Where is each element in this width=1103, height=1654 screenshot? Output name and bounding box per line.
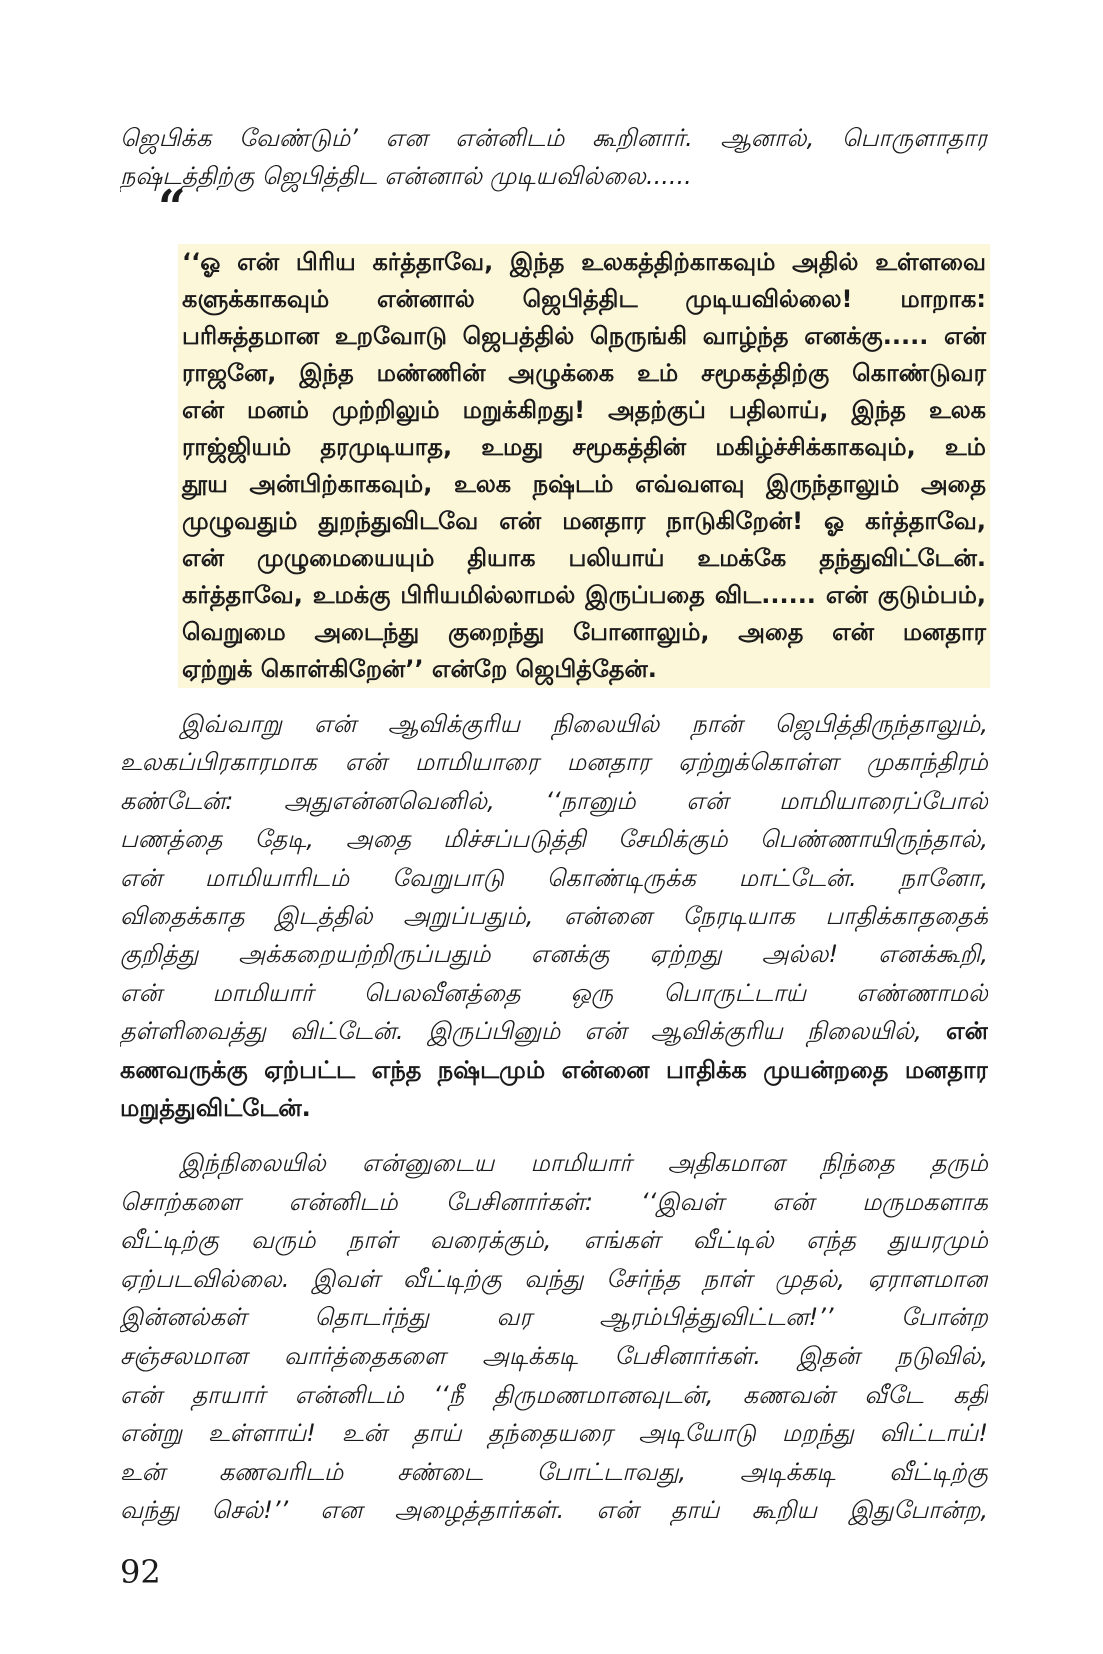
prayer-blockquote xyxy=(178,244,990,688)
decorative-quote-icon: “ xyxy=(158,180,186,236)
paragraph-line: குறித்து அக்கறையற்றிருப்பதும் எனக்கு ஏற்றது அல்ல! எனக்கூறி, xyxy=(120,940,988,969)
prayer-line: தூய அன்பிற்காகவும், உலக நஷ்டம் எவ்வளவு இருந்தாலும் அதை xyxy=(182,470,986,498)
prayer-line: முழுவதும் துறந்துவிடவே என் மனதார நாடுகிறேன்! ஓ கர்த்தாவே, xyxy=(182,507,986,535)
paragraph-line: இவ்வாறு என் ஆவிக்குரிய நிலையில் நான் ஜெபித்திருந்தாலும், xyxy=(180,710,988,738)
intro-text xyxy=(120,119,988,195)
paragraph-line-mixed xyxy=(120,1012,988,1050)
paragraph-line: இந்நிலையில் என்னுடைய மாமியார் அதிகமான நிந்தை தரும் xyxy=(180,1149,988,1177)
prayer-line: ராஜ்ஜியம் தரமுடியாத, உமது சமூகத்தின் மகிழ்ச்சிக்காகவும், உம் xyxy=(182,433,986,461)
paragraph-line: வந்து செல்!’’ என அழைத்தார்கள். என் தாய் கூறிய இதுபோன்ற, xyxy=(120,1496,988,1525)
intro-line: ஜெபிக்க வேண்டும்’ என என்னிடம் கூறினார். ஆனால், பொருளாதார xyxy=(120,124,988,152)
paragraph-3 xyxy=(120,1144,988,1530)
paragraph-line: ஏற்படவில்லை. இவள் வீட்டிற்கு வந்து சேர்ந்த நாள் முதல், ஏராளமான xyxy=(120,1264,988,1293)
prayer-line: ராஜனே, இந்த மண்ணின் அழுக்கை உம் சமூகத்திற்கு கொண்டுவர xyxy=(182,359,986,387)
paragraph-line-bold-part: என் xyxy=(946,1017,988,1046)
paragraph-line: சஞ்சலமான வார்த்தைகளை அடிக்கடி பேசினார்கள். இதன் நடுவில், xyxy=(120,1341,988,1370)
paragraph-line: என் மாமியாரிடம் வேறுபாடு கொண்டிருக்க மாட்டேன். நானோ, xyxy=(120,863,988,892)
prayer-line: என் மனம் முற்றிலும் மறுக்கிறது! அதற்குப் பதிலாய், இந்த உலக xyxy=(182,396,986,424)
paragraph-line: உலகப்பிரகாரமாக என் மாமியாரை மனதார ஏற்றுக்கொள்ள முகாந்திரம் xyxy=(120,748,988,777)
paragraph-line: உன் கணவரிடம் சண்டை போட்டாவது, அடிக்கடி வீட்டிற்கு xyxy=(120,1457,988,1486)
paragraph-line: என் மாமியார் பெலவீனத்தை ஒரு பொருட்டாய் எண்ணாமல் xyxy=(120,978,988,1007)
paragraph-bold-line: மறுத்துவிட்டேன். xyxy=(120,1093,311,1122)
paragraph-line: விதைக்காத இடத்தில் அறுப்பதும், என்னை நேரடியாக பாதிக்காததைக் xyxy=(120,901,988,930)
paragraph-line-italic-part: தள்ளிவைத்து விட்டேன். இருப்பினும் என் ஆவிக்குரிய நிலையில், xyxy=(120,1017,922,1046)
paragraph-line: வீட்டிற்கு வரும் நாள் வரைக்கும், எங்கள் வீட்டில் எந்த துயரமும் xyxy=(120,1226,988,1255)
prayer-line: என் முழுமையையும் தியாக பலியாய் உமக்கே தந்துவிட்டேன். xyxy=(182,544,986,572)
page-number: 92 xyxy=(120,1553,161,1591)
paragraph-bold-line: கணவருக்கு ஏற்பட்ட எந்த நஷ்டமும் என்னை பாதிக்க முயன்றதை மனதார xyxy=(120,1055,988,1084)
prayer-line: பரிசுத்தமான உறவோடு ஜெபத்தில் நெருங்கி வாழ்ந்த எனக்கு..... என் xyxy=(182,322,986,350)
paragraph-2 xyxy=(120,705,988,1127)
paragraph-line: என்று உள்ளாய்! உன் தாய் தந்தையரை அடியோடு மறந்து விட்டாய்! xyxy=(120,1419,988,1448)
paragraph-line: இன்னல்கள் தொடர்ந்து வர ஆரம்பித்துவிட்டன!’’ போன்ற xyxy=(120,1303,988,1332)
intro-line: நஷ்டத்திற்கு ஜெபித்திட என்னால் முடியவில்லை...... xyxy=(120,162,692,190)
paragraph-line: என் தாயார் என்னிடம் ‘‘நீ திருமணமானவுடன், கணவன் வீடே கதி xyxy=(120,1380,988,1409)
paragraph-line: பணத்தை தேடி, அதை மிச்சப்படுத்தி சேமிக்கும் பெண்ணாயிருந்தால், xyxy=(120,825,988,854)
prayer-line: ‘‘ஓ என் பிரிய கர்த்தாவே, இந்த உலகத்திற்காகவும் அதில் உள்ளவை xyxy=(182,248,986,276)
prayer-line: வெறுமை அடைந்து குறைந்து போனாலும், அதை என் மனதார xyxy=(182,618,986,646)
paragraph-line: சொற்களை என்னிடம் பேசினார்கள்: ‘‘இவள் என் மருமகளாக xyxy=(120,1187,988,1216)
prayer-line: ஏற்றுக் கொள்கிறேன்’’ என்றே ஜெபித்தேன். xyxy=(182,655,657,683)
paragraph-line: கண்டேன்: அதுஎன்னவெனில், ‘‘நானும் என் மாமியாரைப்போல் xyxy=(120,786,988,815)
prayer-line: களுக்காகவும் என்னால் ஜெபித்திட முடியவில்லை! மாறாக: xyxy=(182,285,986,313)
prayer-line: கர்த்தாவே, உமக்கு பிரியமில்லாமல் இருப்பதை விட...... என் குடும்பம், xyxy=(182,581,986,609)
